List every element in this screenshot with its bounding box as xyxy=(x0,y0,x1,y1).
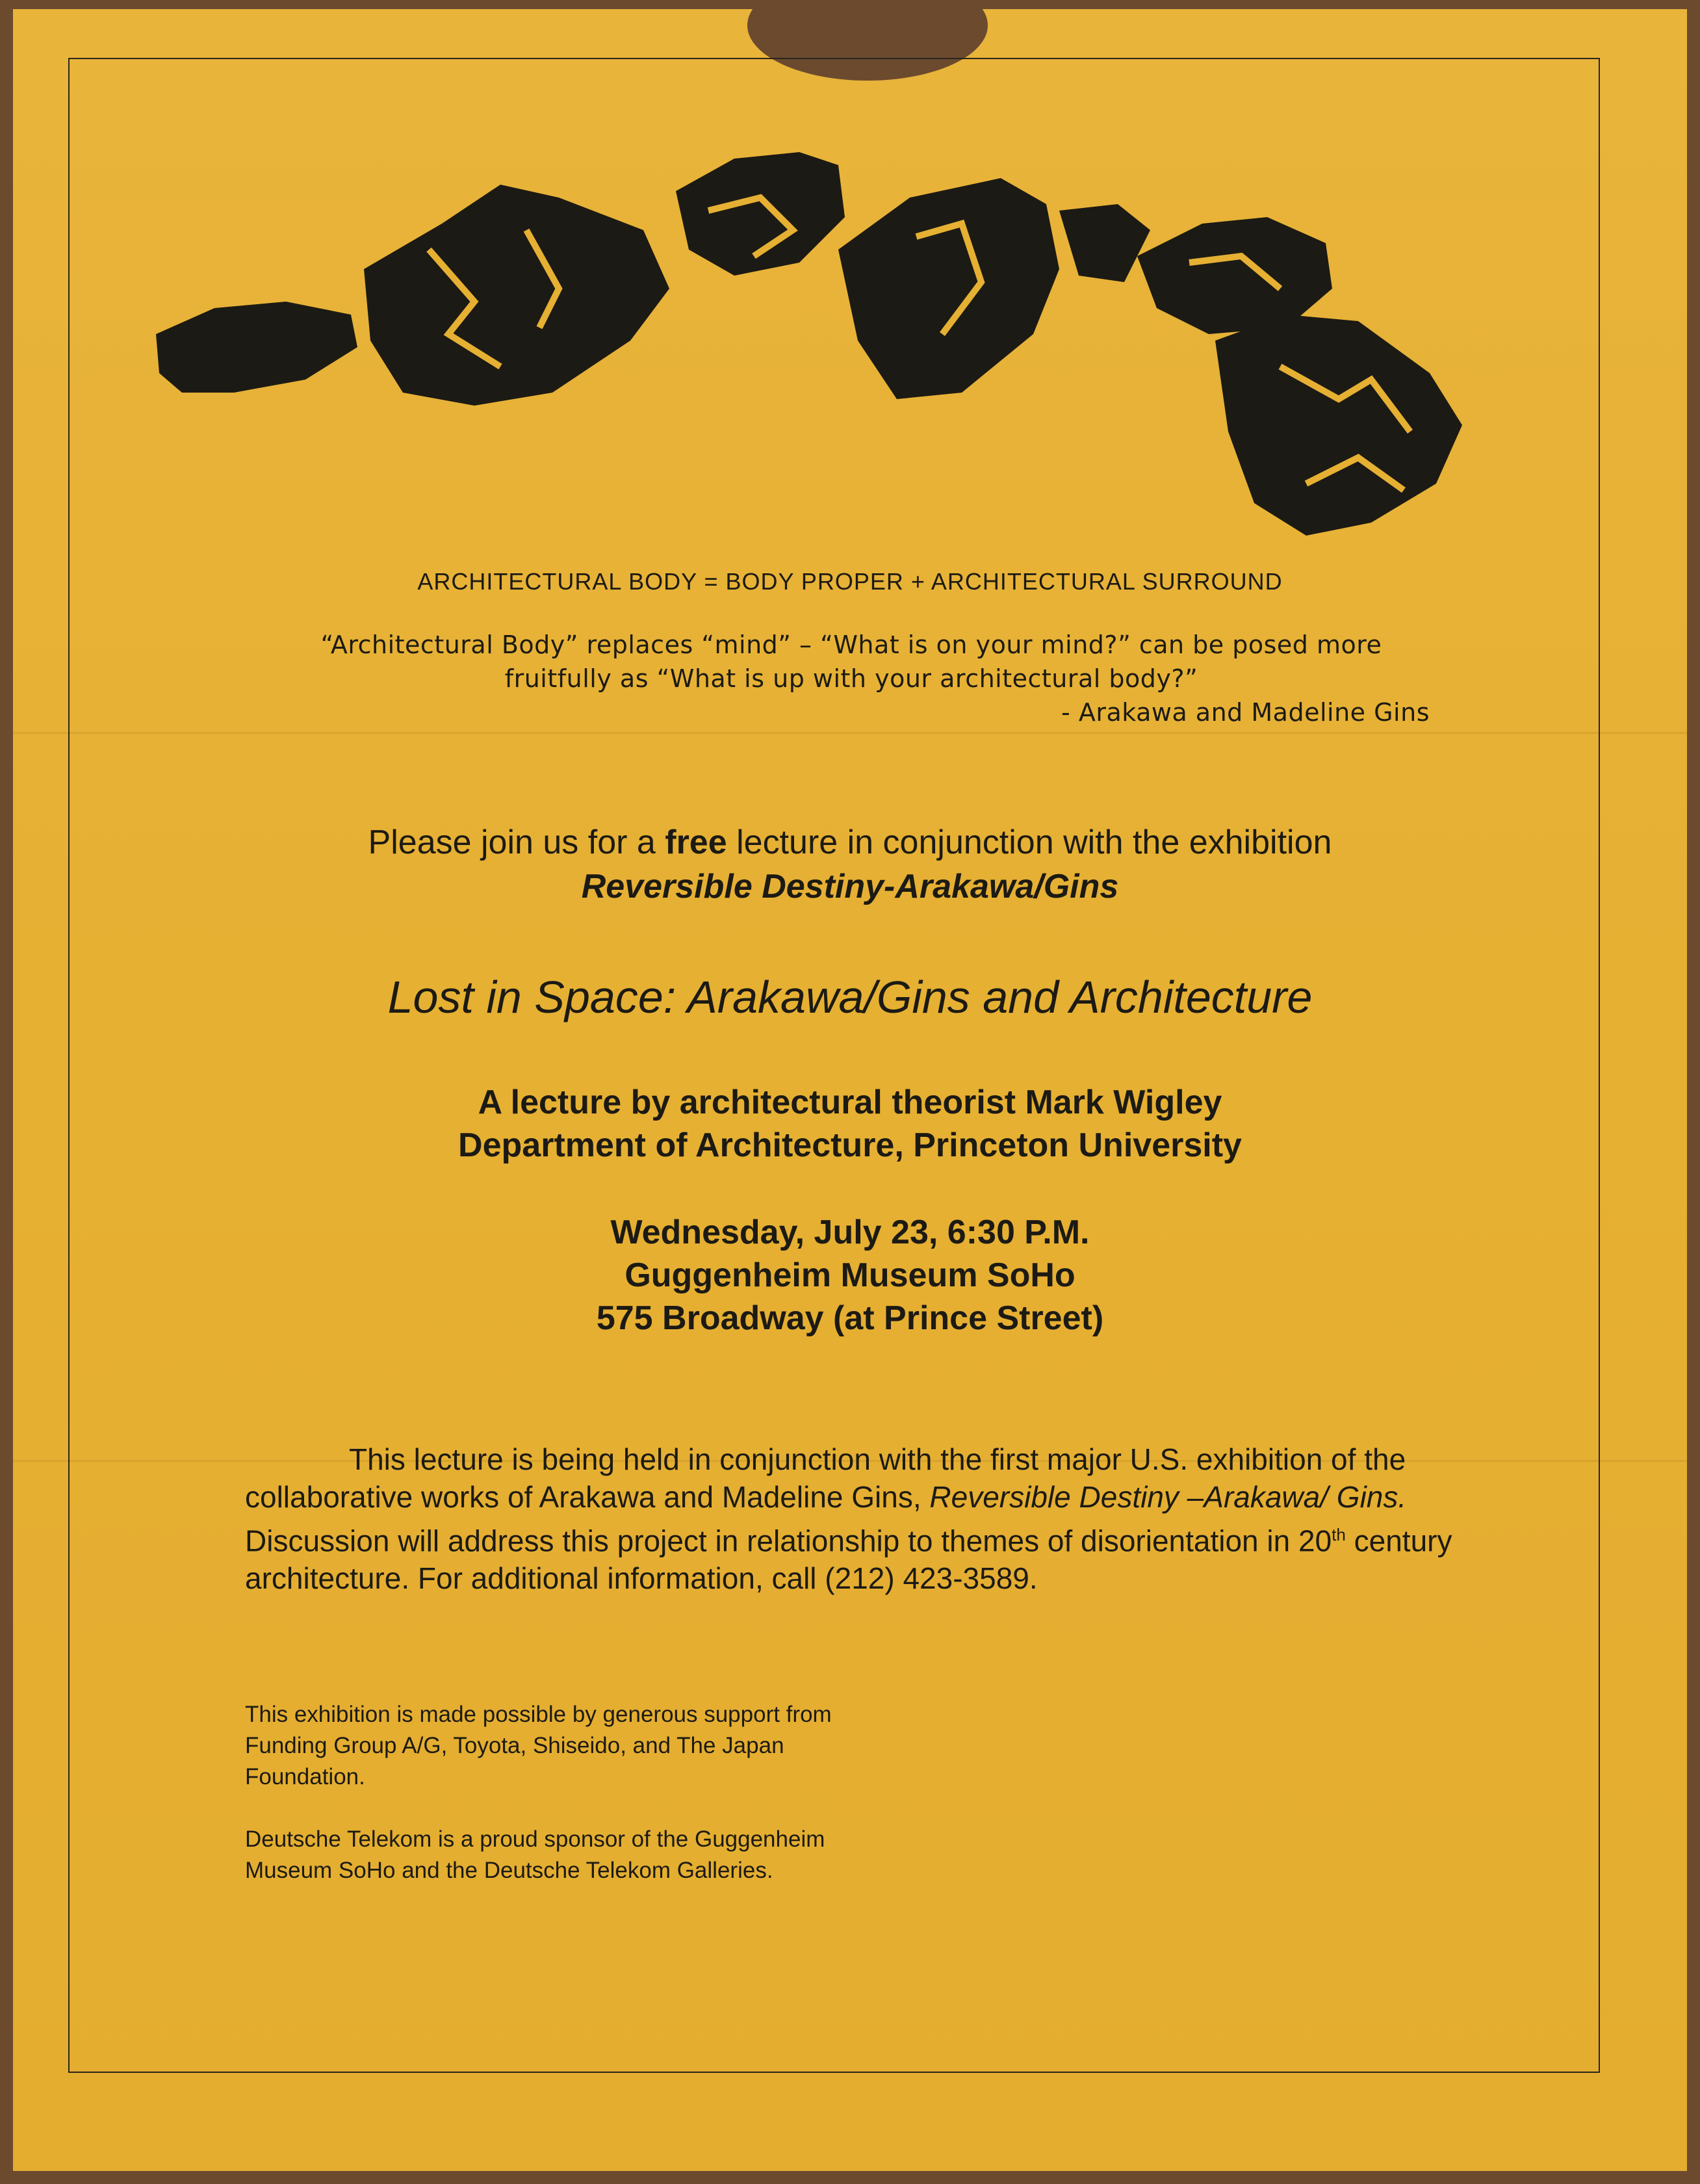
speaker-line: A lecture by architectural theorist Mark Wigley xyxy=(478,1084,1222,1121)
description-text-3: century architecture. For additional information, call (212) 423-3589. xyxy=(245,1524,1452,1596)
art-block-2 xyxy=(364,185,669,406)
lecture-title: Lost in Space: Arakawa/Gins and Architecture xyxy=(387,972,1313,1022)
invitation-text-end: lecture in conjunction with the exhibition xyxy=(727,824,1332,861)
invitation-line xyxy=(13,823,1687,862)
sculpture-print-illustration xyxy=(136,120,1566,562)
description-exhibition-italic: Reversible Destiny –Arakawa/ Gins. xyxy=(929,1480,1407,1514)
date-time-line: Wednesday, July 23, 6:30 P.M. xyxy=(610,1214,1090,1251)
quote-line-1: “Architectural Body” replaces “mind” – “What is on your mind?” can be posed more xyxy=(320,630,1382,659)
sponsor-credits: Deutsche Telekom is a proud sponsor of the Guggenheim Museum SoHo and the Deutsche Telekom Galleries. xyxy=(245,1826,825,1883)
flyer-paper xyxy=(13,9,1687,2171)
invitation-free-emphasis: free xyxy=(665,824,727,861)
description-text-2: Discussion will address this project in relationship to themes of disorientation in 20 xyxy=(245,1524,1332,1558)
art-block-7 xyxy=(1215,315,1462,536)
art-block-4 xyxy=(838,178,1059,399)
venue-line: Guggenheim Museum SoHo xyxy=(625,1256,1075,1294)
description-superscript: th xyxy=(1332,1525,1346,1544)
description-paragraph xyxy=(245,1440,1519,1597)
description-text-1: This lecture is being held in conjunction with the first major U.S. exhibition of the collaborative works of Arakawa and Madeline Gins, xyxy=(245,1442,1406,1514)
exhibition-title: Reversible Destiny-Arakawa/Gins xyxy=(581,868,1119,905)
address-line: 575 Broadway (at Prince Street) xyxy=(596,1299,1104,1337)
invitation-text-start: Please join us for a xyxy=(368,824,665,861)
equation-heading: ARCHITECTURAL BODY = BODY PROPER + ARCHITECTURAL SURROUND xyxy=(417,568,1283,595)
quote-attribution: - Arakawa and Madeline Gins xyxy=(1061,698,1430,727)
support-credits: This exhibition is made possible by generous support from Funding Group A/G, Toyota, Shiseido, and The Japan Foundation. xyxy=(245,1702,832,1789)
art-block-1 xyxy=(156,302,357,393)
quote-line-2: fruitfully as “What is up with your architectural body?” xyxy=(504,664,1198,693)
quote-block xyxy=(273,628,1430,729)
art-block-3 xyxy=(676,152,845,276)
art-block-5 xyxy=(1059,204,1150,282)
department-line: Department of Architecture, Princeton University xyxy=(458,1126,1242,1164)
